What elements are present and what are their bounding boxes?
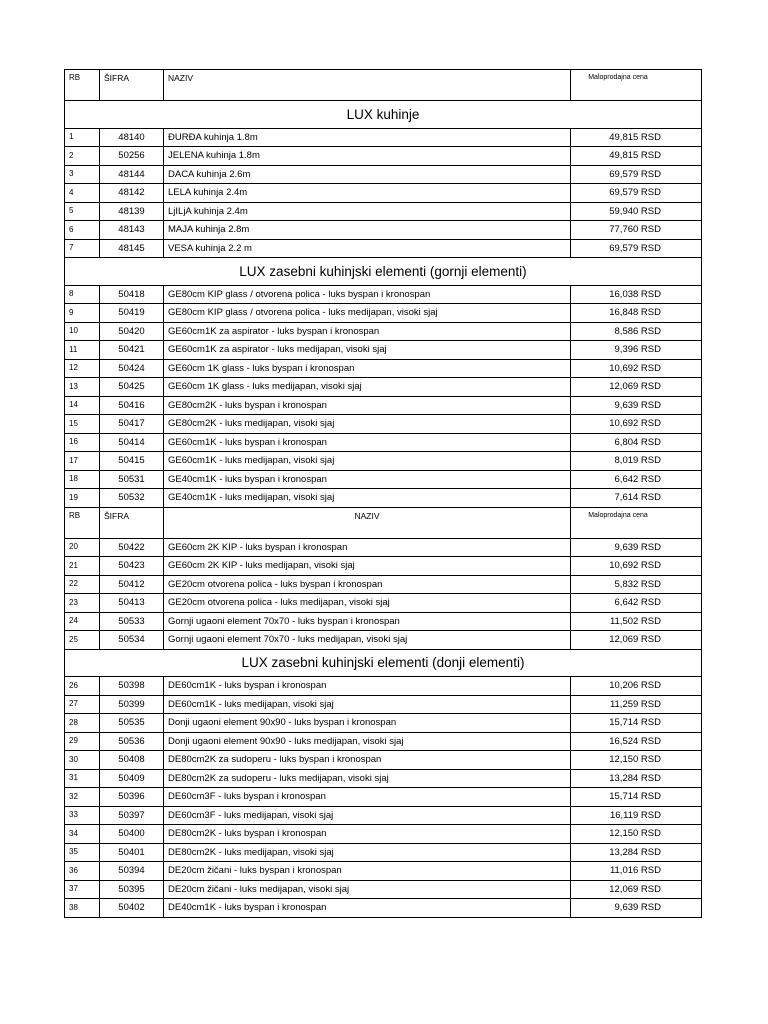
- row-cena: 7,614 RSD: [571, 489, 702, 508]
- row-number: 18: [65, 470, 100, 489]
- row-naziv: DE80cm2K - luks byspan i kronospan: [164, 825, 571, 844]
- header-naziv: NAZIV: [164, 507, 571, 538]
- row-number: 23: [65, 594, 100, 613]
- row-sifra: 50414: [100, 433, 164, 452]
- row-cena: 16,524 RSD: [571, 732, 702, 751]
- table-row: [65, 304, 702, 323]
- row-cena: 12,069 RSD: [571, 631, 702, 650]
- row-number: 7: [65, 239, 100, 258]
- row-number: 5: [65, 202, 100, 221]
- row-naziv: DE80cm2K - luks medijapan, visoki sjaj: [164, 843, 571, 862]
- row-cena: 9,639 RSD: [571, 538, 702, 557]
- row-sifra: 50423: [100, 557, 164, 576]
- section-row: [65, 258, 702, 286]
- row-number: 26: [65, 677, 100, 696]
- row-naziv: Gornji ugaoni element 70x70 - luks byspan i kronospan: [164, 612, 571, 631]
- row-sifra: 50421: [100, 341, 164, 360]
- row-cena: 5,832 RSD: [571, 575, 702, 594]
- row-sifra: 50415: [100, 452, 164, 471]
- row-cena: 16,038 RSD: [571, 285, 702, 304]
- row-naziv: LjILjA kuhinja 2.4m: [164, 202, 571, 221]
- row-sifra: 50409: [100, 769, 164, 788]
- table-row: [65, 184, 702, 203]
- table-row: [65, 557, 702, 576]
- row-cena: 11,016 RSD: [571, 862, 702, 881]
- row-sifra: 50416: [100, 396, 164, 415]
- row-naziv: DE60cm1K - luks medijapan, visoki sjaj: [164, 695, 571, 714]
- header-row: [65, 70, 702, 101]
- row-number: 28: [65, 714, 100, 733]
- row-number: 14: [65, 396, 100, 415]
- row-number: 2: [65, 147, 100, 166]
- row-cena: 9,639 RSD: [571, 396, 702, 415]
- row-sifra: 48144: [100, 165, 164, 184]
- table-row: [65, 677, 702, 696]
- row-cena: 69,579 RSD: [571, 184, 702, 203]
- row-naziv: LELA kuhinja 2.4m: [164, 184, 571, 203]
- row-number: 29: [65, 732, 100, 751]
- row-naziv: GE60cm 2K KIP - luks byspan i kronospan: [164, 538, 571, 557]
- row-sifra: 50420: [100, 322, 164, 341]
- row-sifra: 50424: [100, 359, 164, 378]
- row-number: 25: [65, 631, 100, 650]
- row-number: 1: [65, 128, 100, 147]
- row-naziv: MAJA kuhinja 2.8m: [164, 221, 571, 240]
- row-number: 36: [65, 862, 100, 881]
- row-number: 38: [65, 899, 100, 918]
- row-number: 13: [65, 378, 100, 397]
- row-number: 3: [65, 165, 100, 184]
- row-cena: 49,815 RSD: [571, 147, 702, 166]
- table-row: [65, 575, 702, 594]
- row-sifra: 50422: [100, 538, 164, 557]
- row-cena: 77,760 RSD: [571, 221, 702, 240]
- row-sifra: 50533: [100, 612, 164, 631]
- row-number: 8: [65, 285, 100, 304]
- table-row: [65, 538, 702, 557]
- row-naziv: ĐURĐA kuhinja 1.8m: [164, 128, 571, 147]
- row-cena: 6,804 RSD: [571, 433, 702, 452]
- row-number: 6: [65, 221, 100, 240]
- row-cena: 12,150 RSD: [571, 751, 702, 770]
- row-sifra: 50400: [100, 825, 164, 844]
- header-rb: RB: [65, 70, 100, 101]
- row-sifra: 48143: [100, 221, 164, 240]
- row-naziv: GE60cm1K za aspirator - luks byspan i kronospan: [164, 322, 571, 341]
- row-cena: 13,284 RSD: [571, 843, 702, 862]
- row-sifra: 48139: [100, 202, 164, 221]
- row-cena: 6,642 RSD: [571, 594, 702, 613]
- table-row: [65, 147, 702, 166]
- header-sifra: ŠIFRA: [100, 70, 164, 101]
- row-sifra: 50401: [100, 843, 164, 862]
- row-naziv: DE60cm3F - luks byspan i kronospan: [164, 788, 571, 807]
- section-title-gornji: LUX zasebni kuhinjski elementi (gornji elementi): [65, 258, 702, 286]
- row-sifra: 50535: [100, 714, 164, 733]
- table-row: [65, 899, 702, 918]
- row-naziv: GE20cm otvorena polica - luks medijapan, visoki sjaj: [164, 594, 571, 613]
- table-row: [65, 732, 702, 751]
- row-cena: 10,692 RSD: [571, 359, 702, 378]
- row-naziv: Gornji ugaoni element 70x70 - luks medijapan, visoki sjaj: [164, 631, 571, 650]
- row-naziv: VESA kuhinja 2.2 m: [164, 239, 571, 258]
- table-row: [65, 788, 702, 807]
- row-sifra: 50531: [100, 470, 164, 489]
- table-row: [65, 714, 702, 733]
- row-cena: 16,848 RSD: [571, 304, 702, 323]
- row-cena: 15,714 RSD: [571, 714, 702, 733]
- section-title-donji: LUX zasebni kuhinjski elementi (donji elementi): [65, 649, 702, 677]
- row-naziv: GE60cm1K - luks byspan i kronospan: [164, 433, 571, 452]
- table-row: [65, 489, 702, 508]
- price-list-body: [65, 70, 702, 918]
- row-sifra: 50408: [100, 751, 164, 770]
- row-number: 16: [65, 433, 100, 452]
- row-sifra: 50398: [100, 677, 164, 696]
- row-number: 37: [65, 880, 100, 899]
- table-row: [65, 594, 702, 613]
- row-cena: 12,069 RSD: [571, 378, 702, 397]
- row-sifra: 50256: [100, 147, 164, 166]
- row-number: 19: [65, 489, 100, 508]
- table-row: [65, 221, 702, 240]
- row-naziv: DE60cm1K - luks byspan i kronospan: [164, 677, 571, 696]
- row-naziv: GE20cm otvorena polica - luks byspan i kronospan: [164, 575, 571, 594]
- table-row: [65, 285, 702, 304]
- header-row-repeat: [65, 507, 702, 538]
- row-number: 9: [65, 304, 100, 323]
- row-number: 22: [65, 575, 100, 594]
- row-naziv: DE80cm2K za sudoperu - luks byspan i kronospan: [164, 751, 571, 770]
- row-sifra: 50425: [100, 378, 164, 397]
- table-row: [65, 341, 702, 360]
- table-row: [65, 415, 702, 434]
- row-number: 12: [65, 359, 100, 378]
- row-number: 24: [65, 612, 100, 631]
- header-rb: RB: [65, 507, 100, 538]
- row-cena: 13,284 RSD: [571, 769, 702, 788]
- row-number: 10: [65, 322, 100, 341]
- section-title-kuhinje: LUX kuhinje: [65, 101, 702, 129]
- row-sifra: 48142: [100, 184, 164, 203]
- row-naziv: Donji ugaoni element 90x90 - luks medijapan, visoki sjaj: [164, 732, 571, 751]
- row-naziv: GE80cm2K - luks medijapan, visoki sjaj: [164, 415, 571, 434]
- row-number: 30: [65, 751, 100, 770]
- row-cena: 9,396 RSD: [571, 341, 702, 360]
- table-row: [65, 359, 702, 378]
- row-cena: 6,642 RSD: [571, 470, 702, 489]
- table-row: [65, 695, 702, 714]
- row-sifra: 50402: [100, 899, 164, 918]
- table-row: [65, 612, 702, 631]
- row-cena: 8,019 RSD: [571, 452, 702, 471]
- table-row: [65, 769, 702, 788]
- row-sifra: 50419: [100, 304, 164, 323]
- table-row: [65, 239, 702, 258]
- row-number: 20: [65, 538, 100, 557]
- row-cena: 10,692 RSD: [571, 557, 702, 576]
- row-naziv: DE80cm2K za sudoperu - luks medijapan, visoki sjaj: [164, 769, 571, 788]
- row-naziv: JELENA kuhinja 1.8m: [164, 147, 571, 166]
- row-naziv: GE60cm1K - luks medijapan, visoki sjaj: [164, 452, 571, 471]
- row-number: 15: [65, 415, 100, 434]
- row-number: 27: [65, 695, 100, 714]
- row-number: 31: [65, 769, 100, 788]
- row-cena: 49,815 RSD: [571, 128, 702, 147]
- row-cena: 11,502 RSD: [571, 612, 702, 631]
- row-naziv: GE40cm1K - luks medijapan, visoki sjaj: [164, 489, 571, 508]
- row-sifra: 48145: [100, 239, 164, 258]
- row-cena: 12,150 RSD: [571, 825, 702, 844]
- row-naziv: GE60cm 2K KIP - luks medijapan, visoki sjaj: [164, 557, 571, 576]
- row-cena: 15,714 RSD: [571, 788, 702, 807]
- table-row: [65, 806, 702, 825]
- row-number: 33: [65, 806, 100, 825]
- row-cena: 8,586 RSD: [571, 322, 702, 341]
- header-sifra: ŠIFRA: [100, 507, 164, 538]
- table-row: [65, 862, 702, 881]
- row-cena: 11,259 RSD: [571, 695, 702, 714]
- row-number: 34: [65, 825, 100, 844]
- table-row: [65, 880, 702, 899]
- row-naziv: GE80cm KIP glass / otvorena polica - luks byspan i kronospan: [164, 285, 571, 304]
- price-list-table: [64, 69, 702, 918]
- table-row: [65, 843, 702, 862]
- row-cena: 12,069 RSD: [571, 880, 702, 899]
- row-cena: 59,940 RSD: [571, 202, 702, 221]
- table-row: [65, 165, 702, 184]
- row-cena: 69,579 RSD: [571, 239, 702, 258]
- row-sifra: 50413: [100, 594, 164, 613]
- row-number: 4: [65, 184, 100, 203]
- row-number: 17: [65, 452, 100, 471]
- row-cena: 16,119 RSD: [571, 806, 702, 825]
- row-sifra: 50417: [100, 415, 164, 434]
- row-sifra: 50412: [100, 575, 164, 594]
- table-row: [65, 433, 702, 452]
- row-sifra: 50534: [100, 631, 164, 650]
- row-naziv: DE60cm3F - luks medijapan, visoki sjaj: [164, 806, 571, 825]
- row-sifra: 50396: [100, 788, 164, 807]
- row-naziv: DE20cm žičani - luks byspan i kronospan: [164, 862, 571, 881]
- row-number: 35: [65, 843, 100, 862]
- header-cena: Maloprodajna cena: [571, 507, 702, 538]
- table-row: [65, 202, 702, 221]
- table-row: [65, 825, 702, 844]
- row-sifra: 50399: [100, 695, 164, 714]
- header-naziv: NAZIV: [164, 70, 571, 101]
- row-sifra: 50418: [100, 285, 164, 304]
- row-number: 11: [65, 341, 100, 360]
- table-row: [65, 396, 702, 415]
- row-cena: 10,692 RSD: [571, 415, 702, 434]
- table-row: [65, 128, 702, 147]
- section-row: [65, 101, 702, 129]
- row-sifra: 50397: [100, 806, 164, 825]
- row-cena: 9,639 RSD: [571, 899, 702, 918]
- row-naziv: GE60cm 1K glass - luks medijapan, visoki sjaj: [164, 378, 571, 397]
- table-row: [65, 751, 702, 770]
- table-row: [65, 452, 702, 471]
- row-cena: 10,206 RSD: [571, 677, 702, 696]
- row-sifra: 50395: [100, 880, 164, 899]
- row-naziv: GE60cm1K za aspirator - luks medijapan, visoki sjaj: [164, 341, 571, 360]
- row-naziv: GE80cm2K - luks byspan i kronospan: [164, 396, 571, 415]
- row-sifra: 50532: [100, 489, 164, 508]
- table-row: [65, 631, 702, 650]
- section-row: [65, 649, 702, 677]
- row-number: 32: [65, 788, 100, 807]
- table-row: [65, 470, 702, 489]
- row-number: 21: [65, 557, 100, 576]
- row-naziv: DE40cm1K - luks byspan i kronospan: [164, 899, 571, 918]
- row-naziv: GE40cm1K - luks byspan i kronospan: [164, 470, 571, 489]
- header-cena: Maloprodajna cena: [571, 70, 702, 101]
- row-naziv: DE20cm žičani - luks medijapan, visoki sjaj: [164, 880, 571, 899]
- row-naziv: GE60cm 1K glass - luks byspan i kronospan: [164, 359, 571, 378]
- table-row: [65, 378, 702, 397]
- row-sifra: 50536: [100, 732, 164, 751]
- row-naziv: GE80cm KIP glass / otvorena polica - luks medijapan, visoki sjaj: [164, 304, 571, 323]
- row-naziv: Donji ugaoni element 90x90 - luks byspan i kronospan: [164, 714, 571, 733]
- table-row: [65, 322, 702, 341]
- row-sifra: 50394: [100, 862, 164, 881]
- row-cena: 69,579 RSD: [571, 165, 702, 184]
- row-naziv: DACA kuhinja 2.6m: [164, 165, 571, 184]
- row-sifra: 48140: [100, 128, 164, 147]
